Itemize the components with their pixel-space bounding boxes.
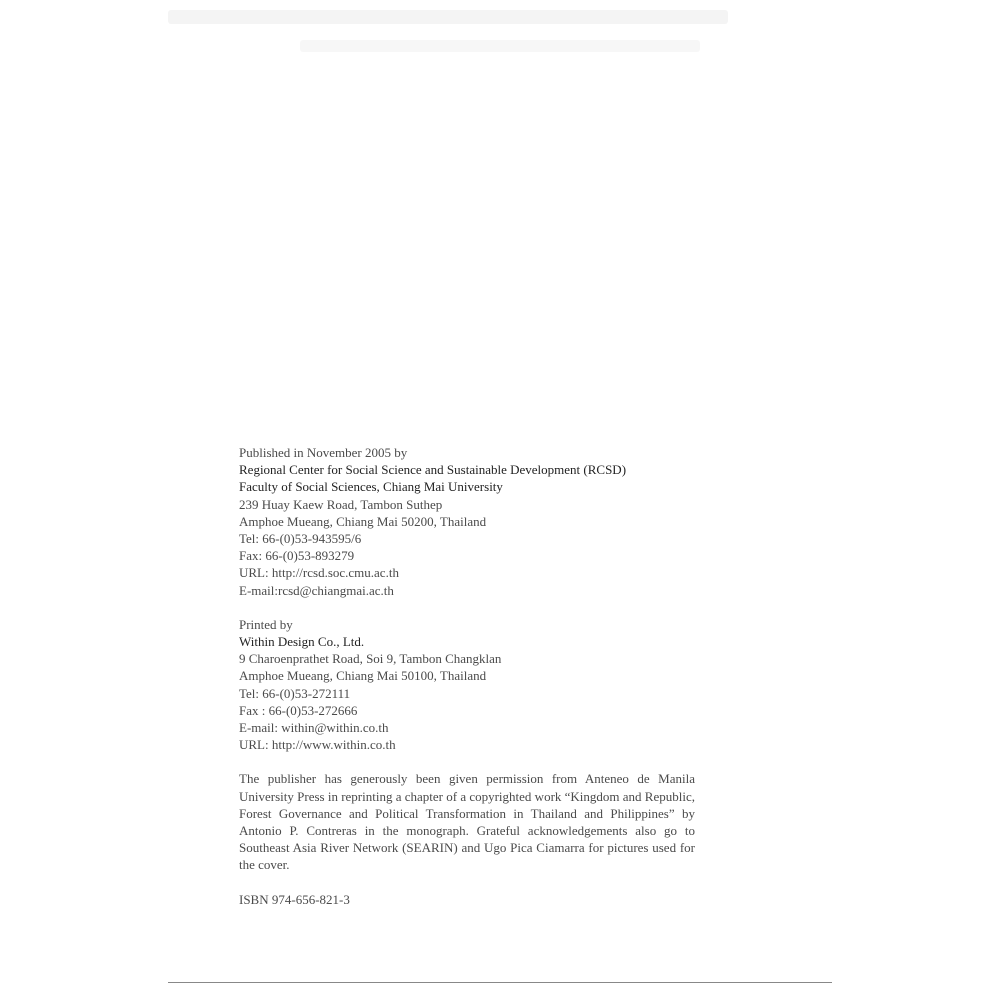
publisher-address-city: Amphoe Mueang, Chiang Mai 50200, Thailand (239, 513, 487, 529)
printer-fax: Fax : 66-(0)53-272666 (239, 702, 358, 718)
publisher-email: E-mail:rcsd@chiangmai.ac.th (239, 582, 394, 598)
faint-show-through-text (300, 40, 700, 52)
isbn-number: ISBN 974-656-821-3 (239, 891, 350, 907)
publisher-fax: Fax: 66-(0)53-893279 (239, 548, 355, 564)
publisher-name: Regional Center for Social Science and Sustainable Development (RCSD) (239, 462, 627, 478)
printer-email: E-mail: within@within.co.th (239, 720, 389, 736)
imprint-section (239, 444, 695, 908)
printer-name: Within Design Co., Ltd. (239, 634, 365, 650)
publisher-phone: Tel: 66-(0)53-943595/6 (239, 531, 362, 547)
printer-block (239, 616, 695, 754)
faint-show-through-text (168, 10, 728, 24)
printed-by-label: Printed by (239, 616, 293, 632)
publisher-block (239, 444, 695, 599)
printer-address-city: Amphoe Mueang, Chiang Mai 50100, Thailand (239, 668, 487, 684)
permission-notice: The publisher has generously been given permission from Anteneo de Manila University Press in reprinting a chapter of a copyrighted work “Kingdom and Republic, Forest Governance and Political Transformation in Thailand and Philippines” by Antonio P. Contreras in the monograph. Grateful acknowledgements also go to Southeast Asia River Network (SEARIN) and Ugo Pica Ciamarra for pictures used for the cover. (239, 771, 695, 873)
printer-url: URL: http://www.within.co.th (239, 737, 396, 753)
publisher-faculty: Faculty of Social Sciences, Chiang Mai University (239, 479, 503, 495)
printer-phone: Tel: 66-(0)53-272111 (239, 685, 351, 701)
page-bottom-rule (168, 982, 832, 983)
publisher-url: URL: http://rcsd.soc.cmu.ac.th (239, 565, 399, 581)
publisher-address-street: 239 Huay Kaew Road, Tambon Suthep (239, 496, 443, 512)
printer-address-street: 9 Charoenprathet Road, Soi 9, Tambon Changklan (239, 651, 502, 667)
published-date-line: Published in November 2005 by (239, 445, 408, 460)
